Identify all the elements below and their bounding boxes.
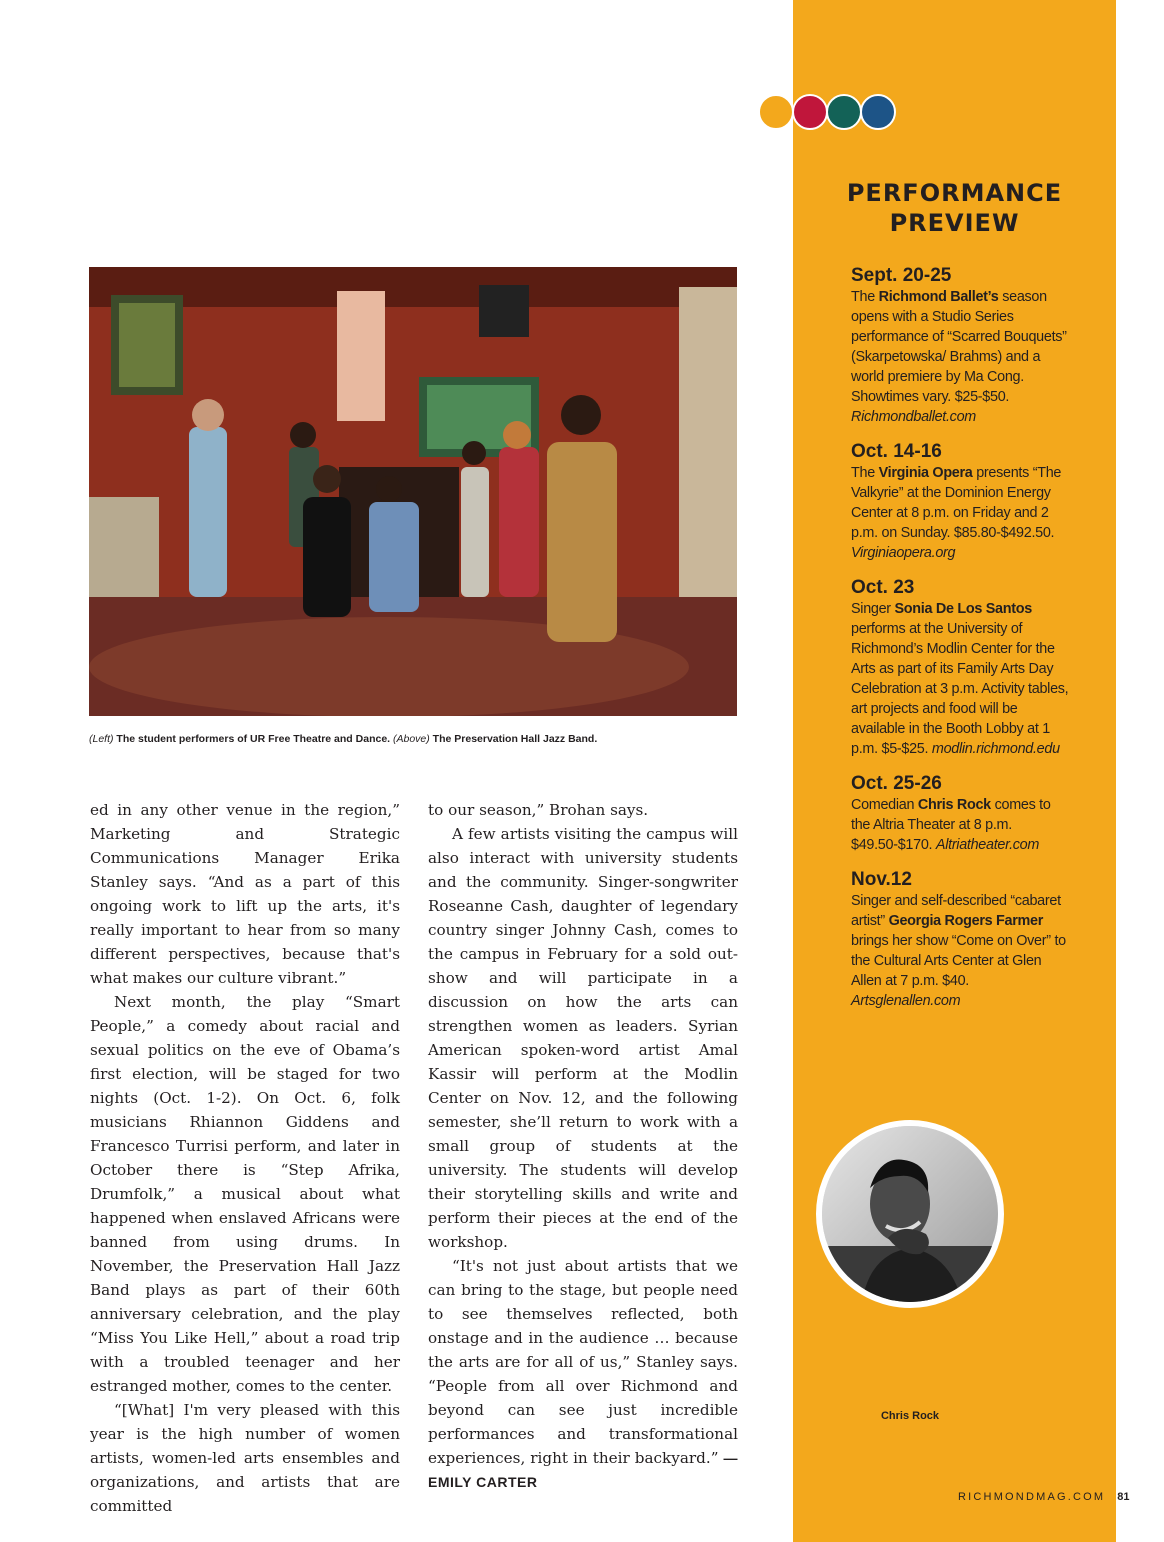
- chris-rock-portrait: [816, 1120, 1004, 1308]
- event-date: Oct. 23: [851, 577, 915, 598]
- page-number: 81: [1117, 1491, 1130, 1503]
- event-performer: Sonia De Los Santos: [894, 601, 1032, 617]
- event-website: Richmondballet.com: [851, 409, 976, 425]
- color-dots-overlay: [758, 94, 900, 130]
- event-performer: Richmond Ballet’s: [878, 289, 999, 305]
- event-text: Singer: [851, 601, 895, 617]
- caption-left-tag: (Left): [89, 733, 114, 745]
- dot-blue-overlay: [860, 94, 896, 130]
- article-column-2: [428, 798, 738, 1494]
- col1-paragraph-1: ed in any other venue in the region,” Marketing and Strategic Communications Manager Erika Stanley says. “And as a part of this ongoing work to lift up the arts, it's really important to hear from so many different perspectives, because that's what makes our culture vibrant.”: [90, 801, 400, 987]
- col2-paragraph-3-text: “It's not just about artists that we can bring to the stage, but people need to see themselves reflected, both onstage and in the audience … because the arts are for all of us,” Stanley says. “People from all over Richmond and beyond can see just incredible performances and transformational experiences, right in their backyard.”: [428, 1257, 738, 1467]
- band-photo: [89, 267, 737, 716]
- event-text: season opens with a Studio Series performance of “Scarred Bouquets” (Skarpetowska/ Brahms) and a world premiere by Ma Cong. Showtimes vary. $25-$50.: [851, 289, 1067, 405]
- event-text: presents “The Valkyrie” at the Dominion Energy Center at 8 p.m. on Friday and 2 p.m. on Sunday. $85.80-$492.50.: [851, 465, 1062, 541]
- col2-paragraph-3: [428, 1254, 738, 1494]
- photo-caption: [89, 733, 749, 745]
- event-item: [851, 869, 1069, 1011]
- event-performer: Georgia Rogers Farmer: [888, 913, 1044, 929]
- sidebar-title-line2: PREVIEW: [889, 209, 1020, 237]
- folio-site: RICHMONDMAG.COM: [958, 1491, 1106, 1503]
- event-text: brings her show “Come on Over” to the Cultural Arts Center at Glen Allen at 7 p.m. $40.: [851, 933, 1066, 989]
- event-date: Sept. 20-25: [851, 265, 952, 286]
- event-text: comes to the Altria Theater at 8 p.m. $49.50-$170.: [851, 797, 1051, 853]
- event-website: modlin.richmond.edu: [931, 741, 1060, 757]
- caption-left-text: The student performers of UR Free Theatre and Dance.: [113, 733, 393, 745]
- event-text: Comedian: [851, 797, 918, 813]
- sidebar-title-line1: PERFORMANCE: [846, 179, 1063, 207]
- event-date: Oct. 25-26: [851, 773, 942, 794]
- event-date: Nov.12: [851, 869, 912, 890]
- dot-red-overlay: [792, 94, 828, 130]
- dot-green-overlay: [826, 94, 862, 130]
- band-photo-illustration: [89, 267, 737, 716]
- event-list: [851, 265, 1069, 1025]
- portrait-illustration: [822, 1126, 998, 1302]
- event-text: The: [851, 465, 879, 481]
- event-text: performs at the University of Richmond’s Modlin Center for the Arts as part of its Family Arts Day Celebration at 3 p.m. Activity tables, art projects and food will be available in the Booth Lobby at 1 p.m. $5-$25.: [851, 621, 1069, 757]
- article-column-1: [90, 798, 400, 1518]
- sidebar-title: [793, 178, 1116, 238]
- event-website: Virginiaopera.org: [851, 545, 956, 561]
- performance-preview-sidebar: [793, 0, 1116, 1542]
- event-description: [851, 287, 1069, 427]
- event-item: [851, 577, 1069, 759]
- event-website: Altriatheater.com: [935, 837, 1040, 853]
- event-performer: Virginia Opera: [878, 465, 973, 481]
- col1-paragraph-2: Next month, the play “Smart People,” a comedy about racial and sexual politics on the eve of Obama’s first election, will be staged for two nights (Oct. 1-2). On Oct. 6, folk musicians Rhiannon Giddens and Francesco Turrisi perform, and later in October there is “Step Afrika, Drumfolk,” a musical about what happened when enslaved Africans were banned from using drums. In November, the Preservation Hall Jazz Band plays as part of their 60th anniversary celebration, and the play “Miss You Like Hell,” about a road trip with a troubled teenager and her estranged mother, comes to the center.: [90, 993, 400, 1395]
- event-item: [851, 441, 1069, 563]
- event-performer: Chris Rock: [917, 797, 991, 813]
- event-date: Oct. 14-16: [851, 441, 942, 462]
- col2-paragraph-1: to our season,” Brohan says.: [428, 801, 649, 819]
- portrait-caption: Chris Rock: [880, 1410, 940, 1422]
- page-folio: [958, 1491, 1148, 1503]
- event-description: [851, 599, 1069, 759]
- event-text: Singer and self-described “cabaret artist”: [851, 893, 1061, 929]
- col1-paragraph-3: “[What] I'm very pleased with this year is the high number of women artists, women-led arts ensembles and organizations, and artists that are committed: [90, 1401, 400, 1515]
- event-website: Artsglenallen.com: [851, 993, 961, 1009]
- caption-above-tag: (Above): [393, 733, 430, 745]
- dot-yellow-overlay: [758, 94, 794, 130]
- event-description: [851, 891, 1069, 1011]
- byline: —EMILY CARTER: [428, 1450, 738, 1490]
- event-item: [851, 265, 1069, 427]
- event-description: [851, 463, 1069, 563]
- caption-above-text: The Preservation Hall Jazz Band.: [429, 733, 598, 745]
- col2-paragraph-2: A few artists visiting the campus will also interact with university students and the community. Singer-songwriter Roseanne Cash, daughter of legendary country singer Johnny Cash, comes to the campus in February for a sold out-show and will participate in a discussion on how the arts can strengthen women as leaders. Syrian American spoken-word artist Amal Kassir will perform at the Modlin Center on Nov. 12, and the following semester, she’ll return to work with a small group of students at the university. The students will develop their storytelling skills and write and perform their pieces at the end of the workshop.: [428, 825, 738, 1251]
- event-item: [851, 773, 1069, 855]
- event-description: [851, 795, 1069, 855]
- event-text: The: [851, 289, 879, 305]
